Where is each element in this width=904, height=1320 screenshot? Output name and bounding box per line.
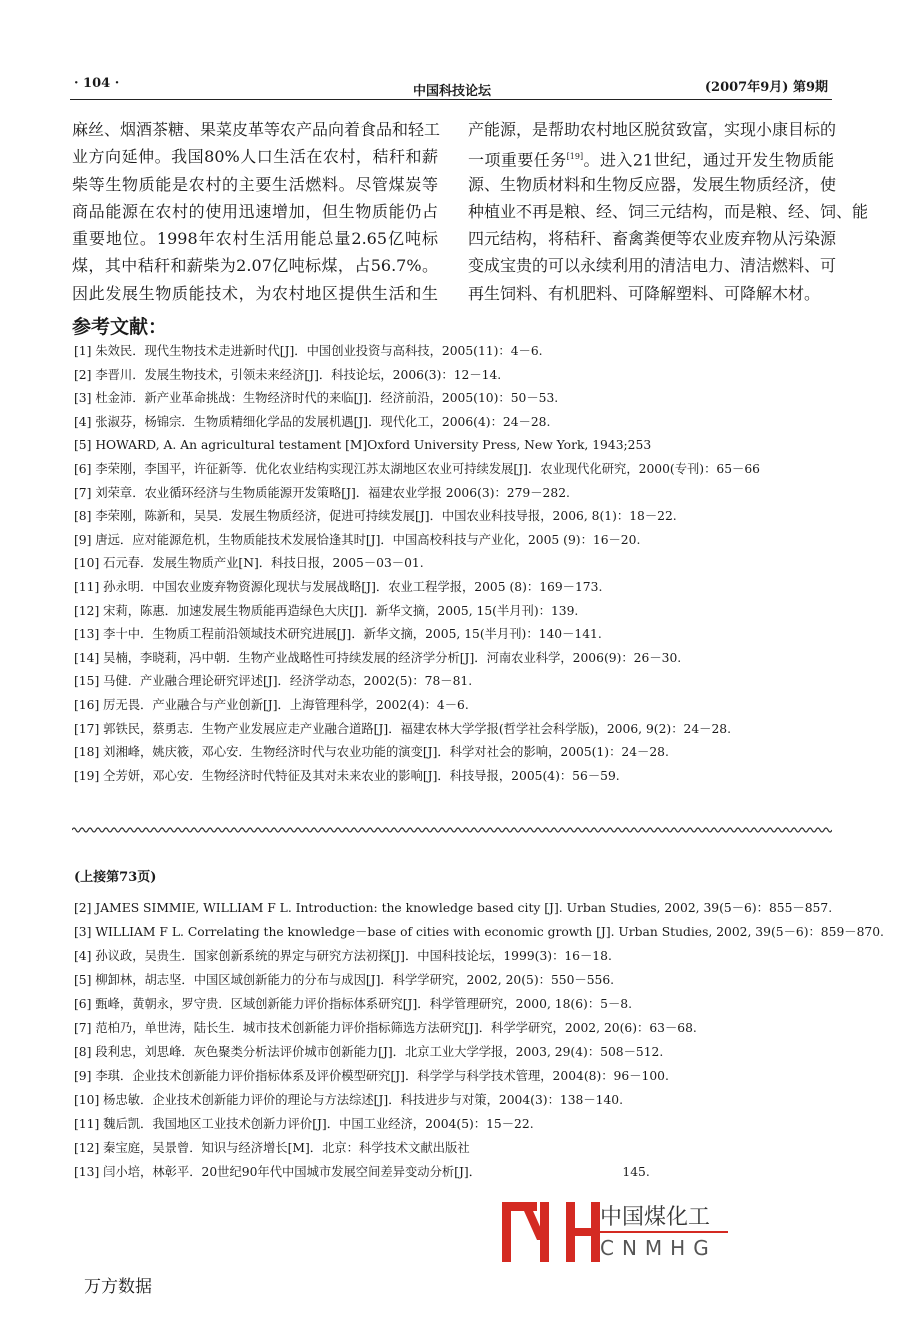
logo-en-text: CNMHG bbox=[600, 1236, 717, 1260]
body-line: 重要地位。1998年农村生活用能总量2.65亿吨标 bbox=[72, 229, 438, 249]
body-line: 再生饲料、有机肥料、可降解塑料、可降解木材。 bbox=[468, 283, 821, 303]
reference-item: [2] JAMES SIMMIE, WILLIAM F L. Introduction: the knowledge based city [J]. Urban Studies, 2002, 39(5－6)：855－857. bbox=[74, 901, 833, 915]
reference-item: [13] 李十中．生物质工程前沿领域技术研究进展[J]．新华文摘，2005, 15(半月刊)：140－141. bbox=[74, 627, 602, 642]
reference-item: [17] 郭铁民，蔡勇志．生物产业发展应走产业融合道路[J]．福建农林大学学报(哲学社会科学版)，2006, 9(2)：24－28. bbox=[74, 721, 732, 736]
references-heading: 参考文献： bbox=[72, 316, 168, 338]
reference-item: [2] 李晋川．发展生物技术，引领未来经济[J]．科技论坛，2006(3)：12－14. bbox=[74, 367, 502, 382]
reference-item: [14] 吴楠，李晓莉，冯中朝．生物产业战略性可持续发展的经济学分析[J]．河南农业科学，2006(9)：26－30. bbox=[74, 650, 682, 665]
body-line: 柴等生物质能是农村的主要生活燃料。尽管煤炭等 bbox=[72, 174, 438, 194]
wave-line bbox=[72, 828, 832, 832]
text: 。进入21世纪，通过开发生物质能 bbox=[583, 150, 834, 170]
continued-label: (上接第73页) bbox=[74, 870, 157, 885]
body-line: 煤，其中秸秆和薪柴为2.07亿吨标煤，占56.7%。 bbox=[72, 256, 438, 276]
reference-item: [3] 杜金沛．新产业革命挑战：生物经济时代的来临[J]．经济前沿，2005(10)：50－53. bbox=[74, 391, 559, 406]
text: 一项重要任务 bbox=[468, 150, 567, 170]
reference-item: [3] WILLIAM F L. Correlating the knowledge－base of cities with economic growth [J]. Urban Studies, 2002, 39(5－6)：859－870. bbox=[74, 925, 884, 939]
wanfang-watermark: 万方数据 bbox=[84, 1277, 152, 1297]
reference-item: [8] 段利忠，刘思峰．灰色聚类分析法评价城市创新能力[J]．北京工业大学学报，2003, 29(4)：508－512. bbox=[74, 1045, 664, 1059]
page-number: · 104 · bbox=[74, 76, 120, 91]
reference-item: [5] 柳卸林，胡志坚．中国区域创新能力的分布与成因[J]．科学学研究，2002, 20(5)：550－556. bbox=[74, 973, 615, 987]
reference-item: [11] 魏后凯．我国地区工业技术创新力评价[J]．中国工业经济，2004(5)：15－22. bbox=[74, 1117, 534, 1131]
reference-item: [8] 李荣刚，陈新和，吴昊．发展生物质经济，促进可持续发展[J]．中国农业科技导报，2006, 8(1)：18－22. bbox=[74, 509, 677, 524]
issue-info: (2007年9月) 第9期 bbox=[704, 80, 828, 95]
header-rule bbox=[70, 99, 832, 100]
body-line: 种植业不再是粮、经、饲三元结构，而是粮、经、饲、能 bbox=[468, 201, 869, 221]
body-line: 变成宝贵的可以永续利用的清洁电力、清洁燃料、可 bbox=[468, 256, 837, 276]
reference-item: [13] 闫小培，林彰平．20世纪90年代中国城市发展空间差异变动分析[J]． 145. bbox=[74, 1165, 650, 1179]
logo-cn-text: 中国煤化工 bbox=[600, 1205, 711, 1230]
body-line: 麻丝、烟酒茶糖、果菜皮革等农产品向着食品和轻工 bbox=[72, 120, 441, 139]
reference-item: [10] 杨忠敏．企业技术创新能力评价的理论与方法综述[J]．科技进步与对策，2004(3)：138－140. bbox=[74, 1093, 624, 1107]
body-line: 因此发展生物质能技术，为农村地区提供生活和生 bbox=[72, 283, 438, 303]
reference-item: [12] 宋莉，陈惠．加速发展生物质能再造绿色大庆[J]．新华文摘，2005, 15(半月刊)：139. bbox=[74, 603, 579, 618]
reference-item: [9] 李琪．企业技术创新能力评价指标体系及评价模型研究[J]．科学学与科学技术管理，2004(8)：96－100. bbox=[74, 1069, 669, 1083]
body-line: 业方向延伸。我国80%人口生活在农村，秸秆和薪 bbox=[72, 147, 438, 167]
body-line bbox=[468, 143, 834, 170]
wavy-divider bbox=[72, 824, 832, 836]
cnmhg-logo bbox=[502, 1200, 732, 1264]
body-line: 产能源，是帮助农村地区脱贫致富，实现小康目标的 bbox=[468, 120, 837, 139]
body-right-column bbox=[468, 116, 869, 307]
reference-item: [7] 范柏乃，单世涛，陆长生．城市技术创新能力评价指标筛选方法研究[J]．科学学研究，2002, 20(6)：63－68. bbox=[74, 1021, 697, 1035]
reference-item: [9] 唐远．应对能源危机，生物质能技术发展恰逢其时[J]．中国高校科技与产业化，2005 (9)：16－20. bbox=[74, 532, 641, 547]
reference-item: [15] 马健．产业融合理论研究评述[J]．经济学动态，2002(5)：78－81. bbox=[74, 674, 473, 689]
reference-item: [10] 石元春．发展生物质产业[N]．科技日报，2005－03－01. bbox=[74, 556, 424, 571]
reference-item: [7] 刘荣章．农业循环经济与生物质能源开发策略[J]．福建农业学报 2006(3)：279－282. bbox=[74, 485, 570, 500]
reference-item: [4] 孙议政，吴贵生．国家创新系统的界定与研究方法初探[J]．中国科技论坛，1999(3)：16－18. bbox=[74, 949, 612, 963]
reference-item: [6] 甄峰，黄朝永，罗守贵．区域创新能力评价指标体系研究[J]．科学管理研究，2000, 18(6)：5－8. bbox=[74, 997, 632, 1011]
continued-references-list bbox=[74, 896, 884, 1184]
body-left-column bbox=[72, 116, 441, 307]
journal-title: 中国科技论坛 bbox=[412, 84, 491, 99]
body-line: 源、生物质材料和生物反应器，发展生物质经济，使 bbox=[468, 174, 837, 194]
reference-item: [18] 刘湘峰，姚庆筱，邓心安．生物经济时代与农业功能的演变[J]．科学对社会的影响，2005(1)：24－28. bbox=[74, 745, 669, 760]
reference-item: [1] 朱效民．现代生物技术走进新时代[J]．中国创业投资与高科技，2005(11)：4－6. bbox=[74, 344, 543, 358]
references-list bbox=[74, 340, 760, 788]
citation: [19] bbox=[566, 152, 584, 162]
reference-item: [11] 孙永明．中国农业废弃物资源化现状与发展战略[J]．农业工程学报，2005 (8)：169－173. bbox=[74, 579, 603, 594]
reference-item: [4] 张淑芬，杨锦宗．生物质精细化学品的发展机遇[J]．现代化工，2006(4)：24－28. bbox=[74, 414, 551, 429]
reference-item: [12] 秦宝庭，吴景曾．知识与经济增长[M]．北京：科学技术文献出版社 bbox=[74, 1141, 470, 1155]
reference-item: [19] 仝芳妍，邓心安．生物经济时代特征及其对未来农业的影响[J]．科技导报，2005(4)：56－59. bbox=[74, 768, 620, 783]
body-line: 商品能源在农村的使用迅速增加，但生物质能仍占 bbox=[72, 201, 438, 221]
reference-item: [16] 厉无畏．产业融合与产业创新[J]．上海管理科学，2002(4)：4－6. bbox=[74, 697, 469, 712]
reference-item: [5] HOWARD, A. An agricultural testament [M]Oxford University Press, New York, 1943;253 bbox=[74, 438, 652, 453]
reference-item: [6] 李荣刚，李国平，许征新等．优化农业结构实现江苏太湖地区农业可持续发展[J]．农业现代化研究，2000(专刊)：65－66 bbox=[74, 461, 760, 476]
body-line: 四元结构，将秸秆、畜禽粪便等农业废弃物从污染源 bbox=[468, 229, 837, 249]
